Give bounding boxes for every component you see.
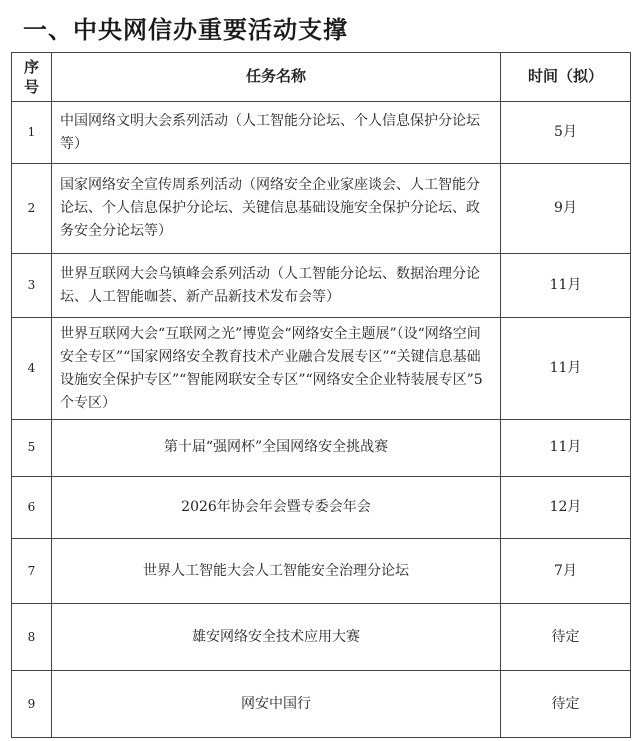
table-row	[12, 253, 631, 318]
row-time: 7月	[501, 539, 631, 604]
table-row	[12, 476, 631, 539]
row-number: 4	[12, 318, 52, 419]
table-row	[12, 671, 631, 738]
header-seq-line2: 号	[23, 77, 39, 96]
header-seq-line1: 序	[23, 57, 39, 76]
row-number: 7	[12, 539, 52, 604]
table-row	[12, 539, 631, 604]
row-time: 5月	[501, 101, 631, 164]
row-number: 3	[12, 253, 52, 318]
row-task: 雄安网络安全技术应用大赛	[52, 604, 501, 671]
row-number: 2	[12, 164, 52, 253]
row-task: 世界互联网大会乌镇峰会系列活动（人工智能分论坛、数据治理分论坛、人工智能咖荟、新产品新技术发布会等）	[52, 253, 501, 318]
table-row	[12, 604, 631, 671]
row-number: 1	[12, 101, 52, 164]
row-time: 待定	[501, 671, 631, 738]
header-seq	[12, 53, 52, 102]
row-task: 第十届“强网杯”全国网络安全挑战赛	[52, 419, 501, 476]
row-time: 11月	[501, 419, 631, 476]
row-number: 6	[12, 476, 52, 539]
row-number: 8	[12, 604, 52, 671]
table-row	[12, 164, 631, 253]
row-task: 世界互联网大会“互联网之光”博览会“网络安全主题展”（设“网络空间安全专区”“国家网络安全教育技术产业融合发展专区”“关键信息基础设施安全保护专区”“智能网联安全专区”“网络安全企业特装展专区”5个专区）	[52, 318, 501, 419]
table-row	[12, 419, 631, 476]
header-time: 时间（拟）	[501, 53, 631, 102]
row-number: 9	[12, 671, 52, 738]
row-task: 国家网络安全宣传周系列活动（网络安全企业家座谈会、人工智能分论坛、个人信息保护分论坛、关键信息基础设施安全保护分论坛、政务安全分论坛等）	[52, 164, 501, 253]
row-time: 待定	[501, 604, 631, 671]
table-row	[12, 318, 631, 419]
row-task: 2026年协会年会暨专委会年会	[52, 476, 501, 539]
row-task: 网安中国行	[52, 671, 501, 738]
activities-table	[11, 52, 631, 738]
section-title: 一、中央网信办重要活动支撑	[23, 16, 348, 44]
row-task: 中国网络文明大会系列活动（人工智能分论坛、个人信息保护分论坛等）	[52, 101, 501, 164]
row-task: 世界人工智能大会人工智能安全治理分论坛	[52, 539, 501, 604]
row-time: 9月	[501, 164, 631, 253]
table-row	[12, 101, 631, 164]
row-number: 5	[12, 419, 52, 476]
header-task: 任务名称	[52, 53, 501, 102]
table-header-row	[12, 53, 631, 102]
row-time: 12月	[501, 476, 631, 539]
row-time: 11月	[501, 253, 631, 318]
row-time: 11月	[501, 318, 631, 419]
